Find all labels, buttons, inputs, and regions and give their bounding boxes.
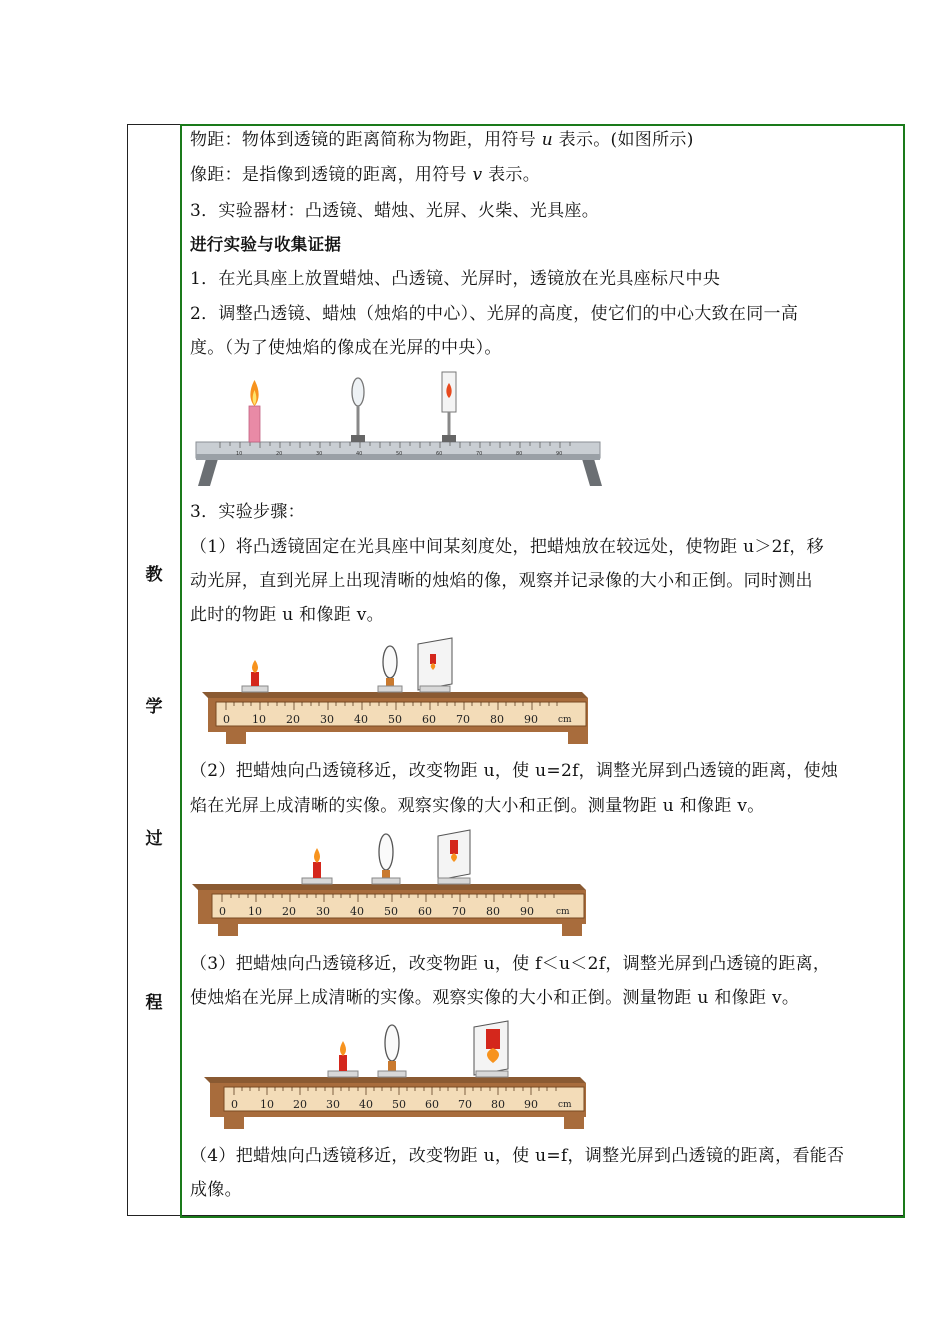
svg-text:70: 70 [456,713,470,726]
svg-text:0: 0 [223,713,230,726]
svg-text:60: 60 [422,713,436,726]
tick-label: 90 [556,451,563,457]
svg-text:60: 60 [425,1098,439,1111]
step-text: （1）将凸透镜固定在光具座中间某刻度处，把蜡烛放在较远处，使物距 u＞2f，移 [190,537,824,557]
side-label-char: 教 [145,565,163,585]
svg-text:90: 90 [524,1098,538,1111]
content-cell [180,124,905,1218]
svg-text:20: 20 [293,1098,307,1111]
optical-bench-figure-1 [190,366,604,490]
step-text: （4）把蜡烛向凸透镜移近，改变物距 u，使 u=f，调整光屏到凸透镜的距离，看能否 [190,1146,845,1166]
step-text: 此时的物距 u 和像距 v。 [190,605,384,625]
side-label-char: 过 [145,829,163,849]
svg-text:10: 10 [252,713,266,726]
side-label-char: 学 [145,697,163,717]
step-text: 焰在光屏上成清晰的实像。观察实像的大小和正倒。测量物距 u 和像距 v。 [190,796,765,816]
svg-text:80: 80 [490,713,504,726]
tick-label: 40 [356,451,363,457]
step-text: 使烛焰在光屏上成清晰的实像。观察实像的大小和正倒。测量物距 u 和像距 v。 [190,988,800,1008]
tick-label: 20 [276,451,283,457]
step-text: 度。（为了使烛焰的像成在光屏的中央）。 [190,338,502,358]
svg-text:50: 50 [388,713,402,726]
svg-text:70: 70 [452,905,466,918]
definition-image-distance: 像距：是指像到透镜的距离，用符号 v 表示。 [190,165,541,185]
tick-label: 30 [316,451,323,457]
svg-text:cm: cm [556,907,570,917]
tick-label: 80 [516,451,523,457]
optical-bench-figure-2 [190,634,596,750]
svg-text:80: 80 [486,905,500,918]
svg-text:30: 30 [316,905,330,918]
svg-text:40: 40 [359,1098,373,1111]
svg-text:10: 10 [248,905,262,918]
tick-label: 10 [236,451,243,457]
side-column [128,125,181,1215]
svg-text:50: 50 [384,905,398,918]
svg-text:cm: cm [558,1100,572,1110]
step-text: （3）把蜡烛向凸透镜移近，改变物距 u，使 f＜u＜2f，调整光屏到凸透镜的距离， [190,954,831,974]
svg-text:90: 90 [524,713,538,726]
step-text: （2）把蜡烛向凸透镜移近，改变物距 u，使 u=2f，调整光屏到凸透镜的距离，使烛 [190,761,839,781]
light-screen-icon [418,638,452,692]
optical-bench-figure-3 [190,826,596,942]
side-label-char: 程 [145,993,163,1013]
steps-heading: 3．实验步骤： [190,502,305,522]
svg-text:40: 40 [354,713,368,726]
step-text: 成像。 [190,1180,242,1200]
step-text: 动光屏，直到光屏上出现清晰的烛焰的像，观察并记录像的大小和正倒。同时测出 [190,571,813,591]
svg-text:30: 30 [320,713,334,726]
section-heading: 进行实验与收集证据 [190,235,342,254]
svg-text:20: 20 [286,713,300,726]
svg-text:30: 30 [326,1098,340,1111]
tick-label: 60 [436,451,443,457]
svg-text:10: 10 [260,1098,274,1111]
definition-object-distance: 物距：物体到透镜的距离简称为物距，用符号 u 表示。(如图所示) [190,130,694,150]
svg-text:cm: cm [558,715,572,725]
svg-text:60: 60 [418,905,432,918]
tick-label: 50 [396,451,403,457]
svg-text:70: 70 [458,1098,472,1111]
tick-label: 70 [476,451,483,457]
step-text: 2．调整凸透镜、蜡烛（烛焰的中心）、光屏的高度，使它们的中心大致在同一高 [190,304,799,324]
svg-text:0: 0 [231,1098,238,1111]
equipment-line: 3．实验器材：凸透镜、蜡烛、光屏、火柴、光具座。 [190,201,600,221]
svg-text:50: 50 [392,1098,406,1111]
svg-text:20: 20 [282,905,296,918]
light-screen-icon [474,1021,508,1077]
svg-text:40: 40 [350,905,364,918]
svg-text:90: 90 [520,905,534,918]
step-text: 1．在光具座上放置蜡烛、凸透镜、光屏时，透镜放在光具座标尺中央 [190,269,721,289]
svg-text:0: 0 [219,905,226,918]
svg-text:80: 80 [491,1098,505,1111]
optical-bench-figure-4 [190,1019,596,1135]
